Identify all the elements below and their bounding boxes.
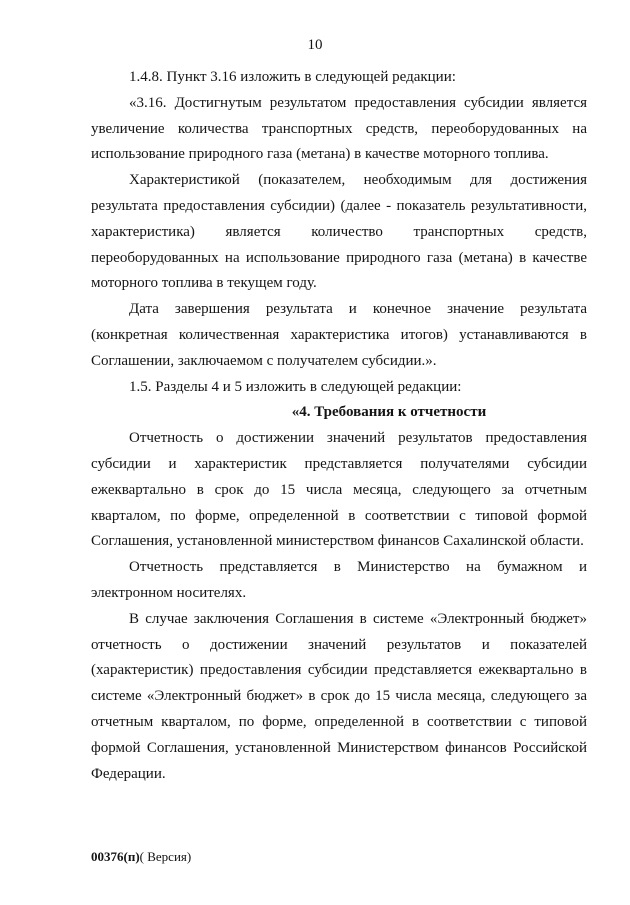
page-number: 10 — [307, 37, 323, 53]
paragraph-reporting: Отчетность о достижении значений результатов предоставления субсидии и характеристик представляется получателями субсидии ежеквартально в срок до 15 числа месяца, следующего за отчетным кварталом, по форме, определенной в соответствии с типовой формой Соглашения, установленной министерством финансов Сахалинской области. — [91, 430, 587, 550]
document-footer — [91, 849, 191, 865]
paragraph-characteristic: Характеристикой (показателем, необходимым для достижения результата предоставления субсидии) (далее - показатель результативности, характеристика) является количество транспортных средств, переоборудованных на использование природного газа (метана) в качестве моторного топлива в текущем году. — [91, 172, 587, 292]
paragraph-1-5: 1.5. Разделы 4 и 5 изложить в следующей редакции: — [129, 378, 462, 395]
paragraph-reporting-media: Отчетность представляется в Министерство на бумажном и электронном носителях. — [91, 559, 587, 601]
paragraph-3-16: «3.16. Достигнутым результатом предоставления субсидии является увеличение количества транспортных средств, переоборудованных на использование природного газа (метана) в качестве моторного топлива. — [91, 94, 587, 163]
section-heading: «4. Требования к отчетности — [291, 404, 487, 421]
document-version: ( Версия) — [139, 849, 192, 864]
document-body — [91, 65, 587, 787]
paragraph-electronic-budget: В случае заключения Соглашения в системе «Электронный бюджет» отчетность о достижении значений результатов и показателей (характеристик) предоставления субсидии представляется ежеквартально в системе «Электронный бюджет» в срок до 15 числа месяца, следующего за отчетным кварталом, по форме, определенной в соответствии с типовой формой Соглашения, установленной Министерством финансов Российской Федерации. — [91, 610, 587, 782]
paragraph-1-4-8: 1.4.8. Пункт 3.16 изложить в следующей редакции: — [129, 69, 456, 85]
document-code: 00376(п) — [91, 849, 140, 864]
paragraph-completion-date: Дата завершения результата и конечное значение результата (конкретная количественная характеристика итогов) устанавливаются в Соглашении, заключаемом с получателем субсидии.». — [91, 301, 587, 369]
